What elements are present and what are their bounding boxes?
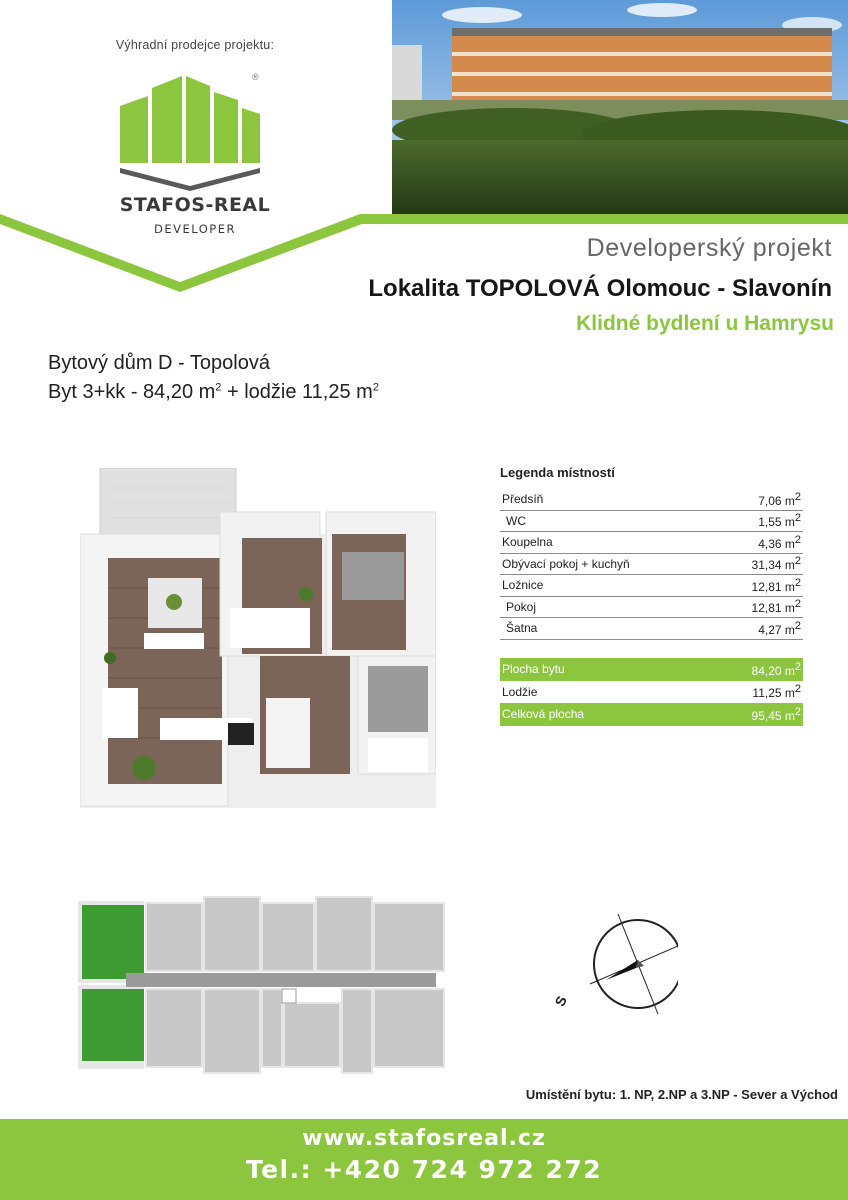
room-area: 1,55 $m^2$ [716,510,804,532]
table-row [500,553,803,575]
stafos-logo-graphic [110,68,270,192]
phone-number[interactable]: Tel.: +420 724 972 272 [245,1155,603,1184]
building-photo [392,0,848,215]
total-area: 95,45 $m^2$ [687,703,803,726]
legend-title: Legenda místností [500,465,615,480]
room-area: 12,81 $m^2$ [716,575,804,597]
rooms-table [500,489,803,640]
brand-subtitle: DEVELOPER [154,222,236,236]
total-name: Celková plocha [500,703,687,726]
room-area: 7,06 $m^2$ [716,489,804,510]
project-tagline: Klidné bydlení u Hamrysu [576,312,834,335]
table-row [500,575,803,597]
table-row [500,596,803,618]
room-area: 12,81 $m^2$ [716,596,804,618]
apartment-placement: Umístění bytu: 1. NP, 2.NP a 3.NP - Sever a Východ [525,1087,838,1102]
room-area: 31,34 $m^2$ [716,553,804,575]
building-location-plan [70,893,452,1075]
website-link[interactable]: www.stafosreal.cz [302,1126,546,1151]
total-name: Lodžie [502,684,538,699]
room-name: Šatna [500,618,716,640]
table-row [500,681,803,704]
room-name: WC [500,510,716,532]
room-area: 4,36 $m^2$ [716,532,804,554]
project-label: Developerský projekt [586,234,832,262]
table-row [500,510,803,532]
exclusive-seller-tagline: Výhradní prodejce projektu: [115,38,275,52]
compass-label: S [551,993,570,1009]
room-name: Pokoj [500,596,716,618]
room-name: Předsíň [500,489,716,510]
project-location: Lokalita TOPOLOVÁ Olomouc - Slavonín [368,275,832,302]
total-name: Plocha bytu [500,658,687,681]
room-name: Obývací pokoj + kuchyň [500,553,716,575]
apartment-floor-plan [80,468,436,808]
room-name: Ložnice [500,575,716,597]
building-name: Bytový dům D - Topolová [48,352,270,374]
table-row [500,532,803,554]
table-row [500,703,803,726]
room-name: Koupelna [500,532,716,554]
table-row [500,618,803,640]
table-row [500,489,803,510]
table-row [500,658,803,681]
brand-name: STAFOS-REAL [119,194,271,216]
room-area: 4,27 $m^2$ [716,618,804,640]
total-area: 84,20 $m^2$ [687,658,803,681]
apartment-size: Byt 3+kk - 84,20 $m^2$ + lodžie 11,25 $m^2$ [48,381,379,403]
total-area: 11,25 $m^2$ [752,683,801,701]
registered-mark: ® [252,72,259,82]
totals-table [500,658,803,726]
